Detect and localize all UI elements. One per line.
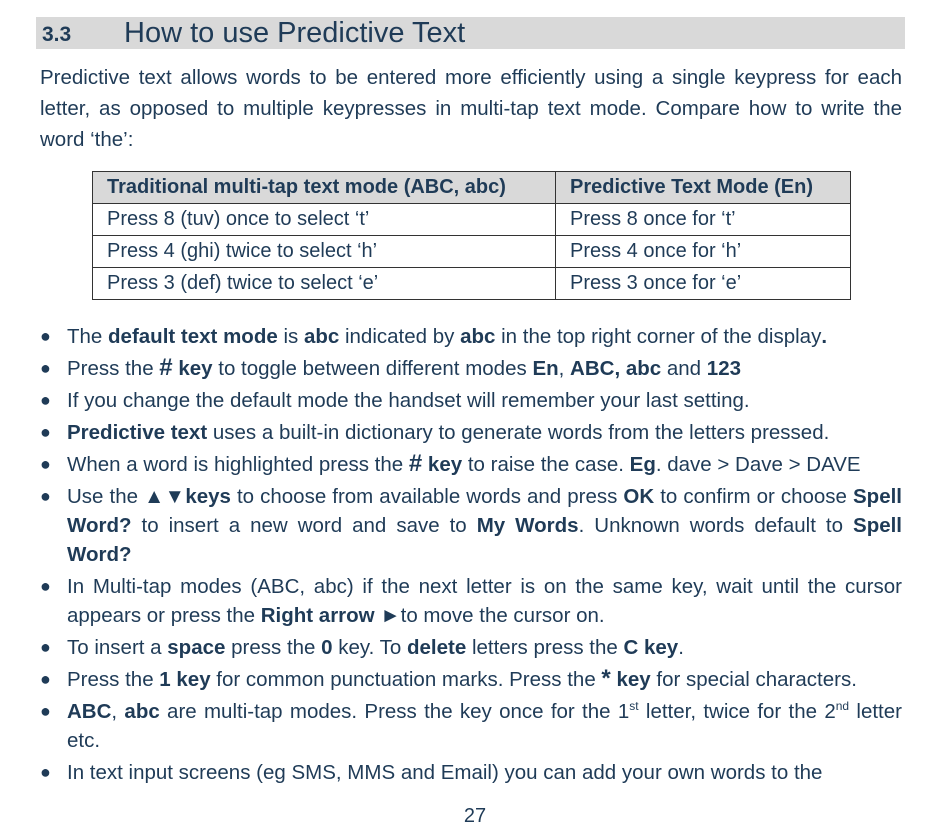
section-number: 3.3	[42, 23, 72, 46]
bullet-icon: ●	[40, 637, 51, 657]
bullet-icon: ●	[40, 358, 51, 378]
section-title: How to use Predictive Text	[124, 17, 466, 49]
table-cell: Press 3 once for ‘e’	[556, 268, 851, 300]
page-number: 27	[463, 805, 487, 827]
bullet-icon: ●	[40, 669, 51, 689]
table-cell: Press 4 once for ‘h’	[556, 236, 851, 268]
bullet-icon: ●	[40, 422, 51, 442]
table-cell: Press 4 (ghi) twice to select ‘h’	[93, 236, 556, 268]
list-item: ● To insert a space press the 0 key. To delete letters press the C key.	[40, 633, 902, 662]
table-row	[93, 236, 851, 268]
bullet-icon: ●	[40, 486, 51, 506]
list-item: ● When a word is highlighted press the # key to raise the case. Eg. dave > Dave > DAVE	[40, 450, 861, 477]
bullet-icon: ●	[40, 576, 51, 596]
tips-list	[40, 322, 902, 790]
table-header-cell: Predictive Text Mode (En)	[556, 172, 851, 204]
table-header-row	[93, 172, 851, 204]
table-row	[93, 204, 851, 236]
list-item: ● In text input screens (eg SMS, MMS and Email) you can add your own words to the	[40, 758, 902, 787]
list-item: ● Press the 1 key for common punctuation marks. Press the * key for special characters.	[40, 665, 857, 692]
table-cell: Press 3 (def) twice to select ‘e’	[93, 268, 556, 300]
list-item: ● ABC, abc are multi-tap modes. Press the key once for the 1st letter, twice for the 2nd letter etc.	[40, 697, 902, 755]
list-item: ● The default text mode is abc indicated by abc in the top right corner of the display.	[40, 322, 902, 351]
intro-paragraph: Predictive text allows words to be entered more efficiently using a single keypress for each letter, as opposed to multiple keypresses in multi-tap text mode. Compare how to write the word ‘the’:	[40, 66, 902, 151]
table-header-cell: Traditional multi-tap text mode (ABC, abc)	[93, 172, 556, 204]
table-row	[93, 268, 851, 300]
star-key-glyph: *	[601, 665, 611, 692]
bullet-icon: ●	[40, 454, 51, 474]
bullet-icon: ●	[40, 326, 51, 346]
table-cell: Press 8 once for ‘t’	[556, 204, 851, 236]
list-item: ● In Multi-tap modes (ABC, abc) if the next letter is on the same key, wait until the cursor appears or press the Right arrow ►to move the cursor on.	[40, 572, 902, 630]
hash-key-glyph: #	[408, 450, 423, 477]
list-item: ● Press the # key to toggle between different modes En, ABC, abc and 123	[40, 354, 742, 381]
section-header	[36, 17, 905, 49]
bullet-icon: ●	[40, 390, 51, 410]
comparison-table	[92, 171, 851, 300]
table-cell: Press 8 (tuv) once to select ‘t’	[93, 204, 556, 236]
list-item: ● Use the ▲▼keys to choose from available words and press OK to confirm or choose Spell Word? to insert a new word and save to My Words. Unknown words default to Spell Word?	[40, 482, 902, 569]
bullet-icon: ●	[40, 701, 51, 721]
list-item: ● If you change the default mode the handset will remember your last setting.	[40, 386, 902, 415]
bullet-icon: ●	[40, 762, 51, 782]
hash-key-glyph: #	[159, 354, 173, 381]
list-item: ● Predictive text uses a built-in dictionary to generate words from the letters pressed.	[40, 418, 902, 447]
